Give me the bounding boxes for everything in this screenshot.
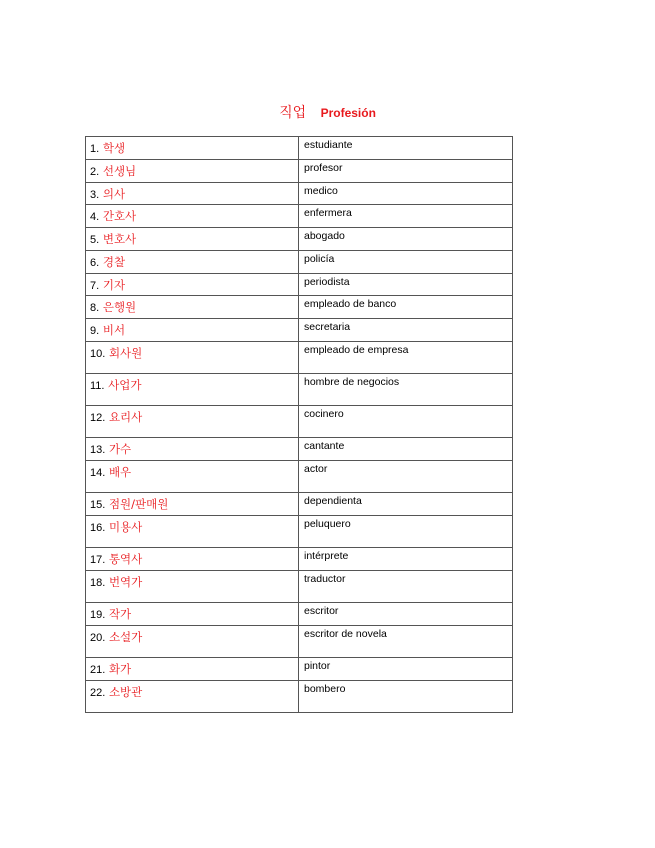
row-number: 20. <box>90 632 106 644</box>
table-row <box>86 548 513 571</box>
spanish-cell <box>299 205 513 228</box>
spanish-cell <box>299 160 513 183</box>
spanish-cell <box>299 603 513 626</box>
vocabulary-table <box>85 136 513 713</box>
spanish-word: dependienta <box>304 495 362 507</box>
korean-word: 학생 <box>102 141 126 155</box>
row-number: 19. <box>90 609 106 621</box>
korean-cell <box>86 342 299 374</box>
spanish-word: medico <box>304 185 338 197</box>
table-row <box>86 274 513 296</box>
table-row <box>86 516 513 548</box>
table-row <box>86 137 513 160</box>
korean-word: 통역사 <box>108 552 143 566</box>
table-row <box>86 296 513 319</box>
korean-word: 의사 <box>102 187 126 201</box>
korean-word: 은행원 <box>102 300 137 314</box>
korean-word: 작가 <box>108 607 132 621</box>
spanish-cell <box>299 571 513 603</box>
table-row <box>86 681 513 713</box>
row-number: 3. <box>90 189 100 201</box>
korean-word: 비서 <box>102 323 126 337</box>
spanish-cell <box>299 137 513 160</box>
korean-word: 가수 <box>108 442 132 456</box>
spanish-cell <box>299 296 513 319</box>
table-row <box>86 406 513 438</box>
korean-word: 소설가 <box>108 630 143 644</box>
spanish-word: escritor <box>304 605 339 617</box>
spanish-cell <box>299 548 513 571</box>
korean-word: 점원/판매원 <box>108 497 169 511</box>
spanish-word: escritor de novela <box>304 628 387 640</box>
spanish-cell <box>299 342 513 374</box>
korean-cell <box>86 228 299 251</box>
table-row <box>86 251 513 274</box>
spanish-word: actor <box>304 463 328 475</box>
spanish-word: peluquero <box>304 518 351 530</box>
table-row <box>86 374 513 406</box>
row-number: 2. <box>90 166 100 178</box>
row-number: 17. <box>90 554 106 566</box>
korean-cell <box>86 251 299 274</box>
page-title <box>0 103 655 123</box>
korean-cell <box>86 438 299 461</box>
korean-word: 변호사 <box>102 232 137 246</box>
spanish-word: traductor <box>304 573 346 585</box>
spanish-word: bombero <box>304 683 346 695</box>
korean-cell <box>86 406 299 438</box>
korean-word: 간호사 <box>102 209 137 223</box>
korean-cell <box>86 493 299 516</box>
spanish-word: cantante <box>304 440 345 452</box>
table-row <box>86 342 513 374</box>
korean-cell <box>86 681 299 713</box>
spanish-cell <box>299 319 513 342</box>
korean-cell <box>86 137 299 160</box>
table-row <box>86 205 513 228</box>
spanish-word: abogado <box>304 230 345 242</box>
row-number: 1. <box>90 143 100 155</box>
spanish-cell <box>299 516 513 548</box>
spanish-word: profesor <box>304 162 343 174</box>
korean-word: 회사원 <box>108 346 143 360</box>
row-number: 21. <box>90 664 106 676</box>
spanish-cell <box>299 658 513 681</box>
spanish-word: periodista <box>304 276 350 288</box>
korean-cell <box>86 516 299 548</box>
row-number: 15. <box>90 499 106 511</box>
spanish-cell <box>299 493 513 516</box>
row-number: 22. <box>90 687 106 699</box>
korean-cell <box>86 626 299 658</box>
korean-cell <box>86 296 299 319</box>
spanish-word: cocinero <box>304 408 344 420</box>
spanish-word: enfermera <box>304 207 352 219</box>
korean-cell <box>86 374 299 406</box>
table-row <box>86 603 513 626</box>
row-number: 12. <box>90 412 106 424</box>
table-row <box>86 438 513 461</box>
spanish-word: pintor <box>304 660 331 672</box>
spanish-cell <box>299 406 513 438</box>
row-number: 16. <box>90 522 106 534</box>
spanish-word: secretaria <box>304 321 351 333</box>
table-row <box>86 183 513 205</box>
spanish-word: policía <box>304 253 335 265</box>
spanish-cell <box>299 183 513 205</box>
table-row <box>86 658 513 681</box>
row-number: 4. <box>90 211 100 223</box>
row-number: 10. <box>90 348 106 360</box>
spanish-cell <box>299 626 513 658</box>
row-number: 9. <box>90 325 100 337</box>
korean-cell <box>86 603 299 626</box>
spanish-word: hombre de negocios <box>304 376 400 388</box>
korean-cell <box>86 319 299 342</box>
row-number: 11. <box>90 380 105 392</box>
row-number: 7. <box>90 280 100 292</box>
korean-cell <box>86 205 299 228</box>
korean-word: 선생님 <box>102 164 137 178</box>
spanish-cell <box>299 374 513 406</box>
row-number: 8. <box>90 302 100 314</box>
korean-word: 배우 <box>108 465 132 479</box>
korean-cell <box>86 160 299 183</box>
table-row <box>86 626 513 658</box>
row-number: 18. <box>90 577 106 589</box>
korean-word: 사업가 <box>108 378 142 392</box>
korean-cell <box>86 658 299 681</box>
spanish-cell <box>299 681 513 713</box>
korean-word: 미용사 <box>108 520 143 534</box>
table-row <box>86 571 513 603</box>
korean-cell <box>86 461 299 493</box>
spanish-word: estudiante <box>304 139 353 151</box>
korean-cell <box>86 548 299 571</box>
spanish-cell <box>299 438 513 461</box>
spanish-cell <box>299 251 513 274</box>
table-row <box>86 160 513 183</box>
spanish-cell <box>299 228 513 251</box>
korean-cell <box>86 571 299 603</box>
row-number: 5. <box>90 234 100 246</box>
korean-word: 소방관 <box>108 685 143 699</box>
spanish-word: empleado de empresa <box>304 344 409 356</box>
korean-word: 기자 <box>102 278 126 292</box>
table-row <box>86 493 513 516</box>
korean-word: 화가 <box>108 662 132 676</box>
spanish-cell <box>299 274 513 296</box>
row-number: 14. <box>90 467 106 479</box>
spanish-word: empleado de banco <box>304 298 397 310</box>
korean-word: 요리사 <box>108 410 143 424</box>
table-row <box>86 461 513 493</box>
table-row <box>86 319 513 342</box>
korean-word: 번역가 <box>108 575 143 589</box>
spanish-cell <box>299 461 513 493</box>
title-spanish: Profesión <box>320 106 376 120</box>
title-korean: 직업 <box>279 105 307 121</box>
row-number: 6. <box>90 257 100 269</box>
spanish-word: intérprete <box>304 550 349 562</box>
korean-cell <box>86 183 299 205</box>
korean-word: 경찰 <box>102 255 126 269</box>
korean-cell <box>86 274 299 296</box>
table-row <box>86 228 513 251</box>
row-number: 13. <box>90 444 106 456</box>
vocabulary-table-body <box>86 137 513 713</box>
